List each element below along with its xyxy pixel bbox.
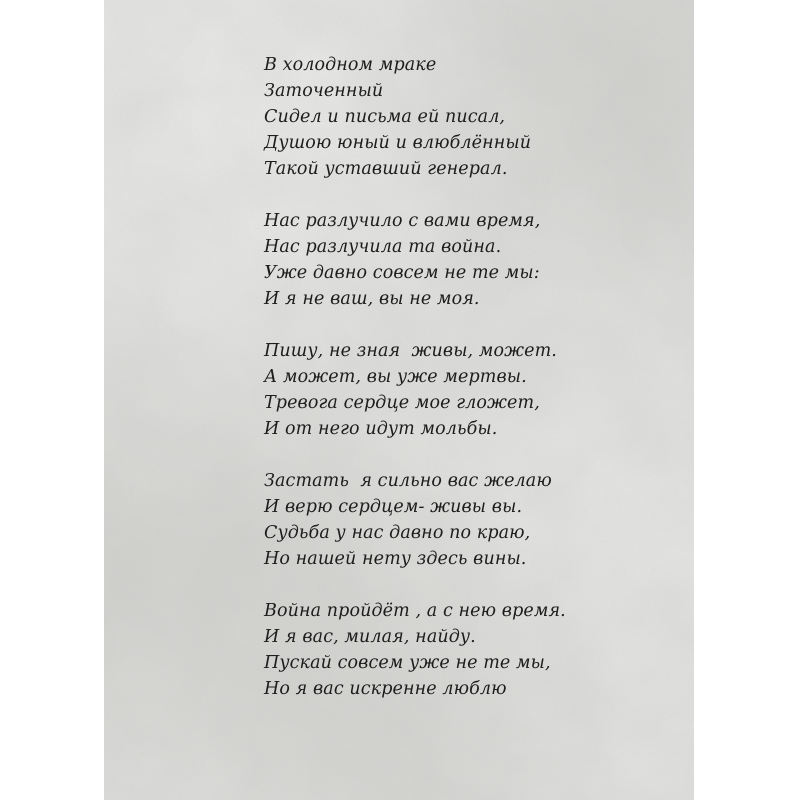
- stanza: [264, 52, 566, 182]
- stanza: [264, 468, 566, 572]
- poem-line: Пишу, не зная живы, может.: [264, 341, 557, 361]
- poem-line: Уже давно совсем не те мы:: [264, 263, 540, 283]
- poem-line: Такой уставший генерал.: [264, 159, 508, 179]
- poem-line: Война пройдёт , а с нею время.: [264, 601, 566, 621]
- poem-line: Душою юный и влюблённый: [264, 133, 532, 153]
- poem-line: И я не ваш, вы не моя.: [264, 289, 480, 309]
- poem-line: Но я вас искренне люблю: [264, 679, 507, 699]
- poem-line: Сидел и письма ей писал,: [264, 107, 506, 127]
- poem: [264, 52, 566, 728]
- poem-line: В холодном мраке: [264, 55, 437, 75]
- paper-page: [104, 0, 694, 800]
- poem-line: И верю сердцем- живы вы.: [264, 497, 523, 517]
- poem-line: Пускай совсем уже не те мы,: [264, 653, 551, 673]
- poem-line: Нас разлучила та война.: [264, 237, 502, 257]
- poem-line: Застать я сильно вас желаю: [264, 471, 552, 491]
- poem-line: Судьба у нас давно по краю,: [264, 523, 531, 543]
- stanza: [264, 598, 566, 702]
- poem-line: И я вас, милая, найду.: [264, 627, 476, 647]
- poem-line: Тревога сердце мое гложет,: [264, 393, 540, 413]
- stanza: [264, 338, 566, 442]
- stanza: [264, 208, 566, 312]
- poem-line: А может, вы уже мертвы.: [264, 367, 527, 387]
- poem-line: Нас разлучило с вами время,: [264, 211, 541, 231]
- poem-line: Но нашей нету здесь вины.: [264, 549, 527, 569]
- poem-line: Заточенный: [264, 81, 384, 101]
- poem-line: И от него идут мольбы.: [264, 419, 498, 439]
